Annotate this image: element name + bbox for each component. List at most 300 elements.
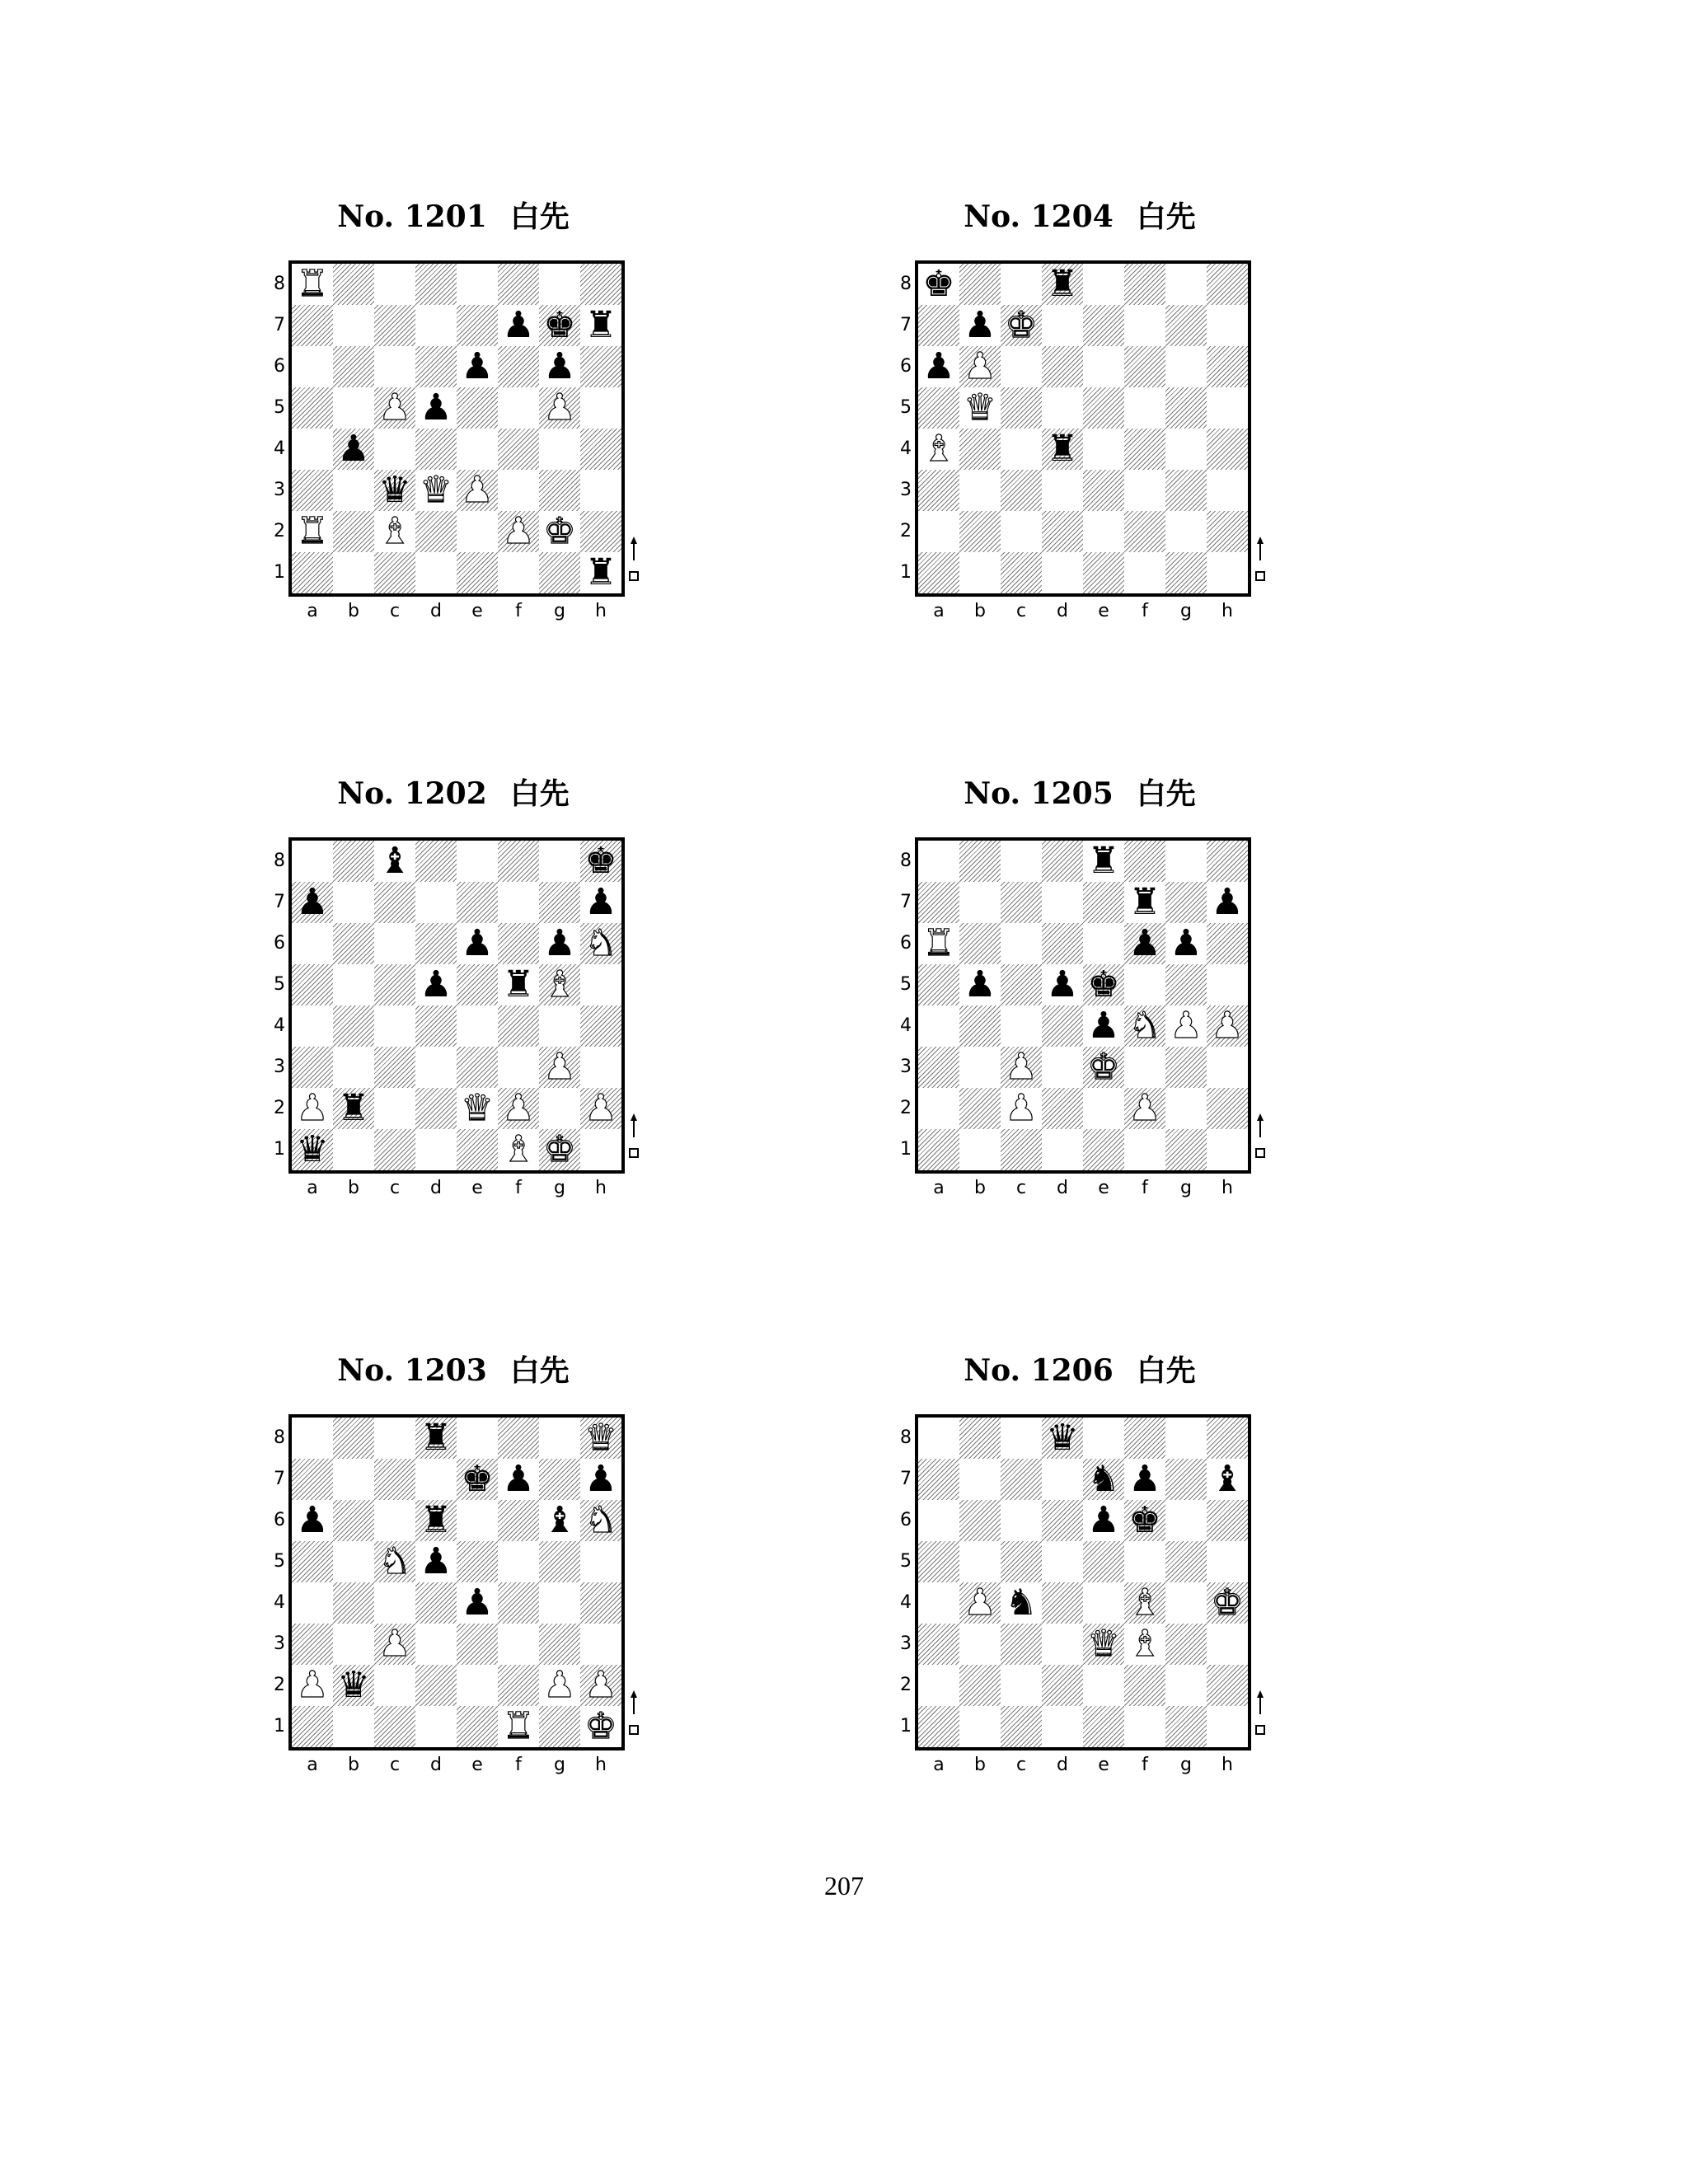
square-a8 xyxy=(292,264,333,305)
square-g8 xyxy=(539,264,580,305)
square-e8 xyxy=(1083,264,1124,305)
square-a5 xyxy=(292,387,333,429)
square-h5 xyxy=(580,964,621,1005)
rank-label: 5 xyxy=(274,974,285,995)
square-h6 xyxy=(580,923,621,964)
square-d8 xyxy=(1042,841,1083,882)
square-f4 xyxy=(1124,429,1165,470)
square-f2 xyxy=(1124,1665,1165,1706)
square-a2 xyxy=(292,511,333,552)
white-queen-icon: ♛ xyxy=(964,387,996,429)
square-a6 xyxy=(918,1500,959,1541)
square-d8 xyxy=(1042,264,1083,305)
square-d7 xyxy=(1042,882,1083,923)
black-pawn-icon: ♟ xyxy=(922,345,955,387)
rank-label: 7 xyxy=(900,315,912,335)
square-d3 xyxy=(1042,470,1083,511)
rank-label: 4 xyxy=(274,1015,285,1036)
black-knight-icon: ♞ xyxy=(1005,1582,1038,1624)
black-king-icon: ♚ xyxy=(1128,1499,1161,1541)
square-d6 xyxy=(415,1500,457,1541)
square-f7 xyxy=(498,882,539,923)
chess-board xyxy=(915,260,1251,597)
square-b1 xyxy=(333,552,374,593)
black-rook-icon: ♜ xyxy=(502,963,535,1005)
square-a4 xyxy=(292,1005,333,1047)
square-b4 xyxy=(959,429,1001,470)
square-a5 xyxy=(292,964,333,1005)
square-a6 xyxy=(292,923,333,964)
white-pawn-icon: ♟ xyxy=(1211,1005,1244,1047)
rank-label: 1 xyxy=(274,1139,285,1160)
square-d7 xyxy=(415,882,457,923)
square-a6 xyxy=(292,346,333,387)
square-h8 xyxy=(1207,1418,1248,1459)
square-g4 xyxy=(539,429,580,470)
square-g7 xyxy=(1165,305,1207,346)
square-h1 xyxy=(1207,1129,1248,1170)
rank-label: 6 xyxy=(274,1510,285,1530)
rank-label: 7 xyxy=(900,892,912,912)
rank-label: 8 xyxy=(900,274,912,294)
white-knight-icon: ♞ xyxy=(584,1499,617,1541)
square-f5 xyxy=(498,1541,539,1582)
black-pawn-icon: ♟ xyxy=(461,922,494,964)
square-a4 xyxy=(918,429,959,470)
square-a5 xyxy=(918,387,959,429)
square-d1 xyxy=(1042,1706,1083,1747)
white-king-icon: ♚ xyxy=(584,1705,617,1747)
square-d3 xyxy=(1042,1624,1083,1665)
white-pawn-icon: ♟ xyxy=(502,1087,535,1129)
square-b2 xyxy=(959,511,1001,552)
white-pawn-icon: ♟ xyxy=(378,1623,411,1665)
white-pawn-icon: ♟ xyxy=(1005,1046,1038,1088)
square-e2 xyxy=(457,1665,498,1706)
rank-label: 3 xyxy=(274,1057,285,1077)
square-d6 xyxy=(415,346,457,387)
puzzle-number: No. 1202 xyxy=(337,776,487,811)
rank-label: 5 xyxy=(900,974,912,995)
square-a8 xyxy=(292,1418,333,1459)
square-a1 xyxy=(292,1129,333,1170)
square-h3 xyxy=(1207,1624,1248,1665)
square-h5 xyxy=(1207,1541,1248,1582)
file-label: a xyxy=(307,1178,318,1198)
square-g4 xyxy=(1165,429,1207,470)
puzzle-caption: 白先 xyxy=(509,776,570,811)
square-g2 xyxy=(1165,1088,1207,1129)
black-pawn-icon: ♟ xyxy=(1128,1458,1161,1500)
square-g2 xyxy=(1165,1665,1207,1706)
square-e3 xyxy=(1083,1047,1124,1088)
square-c1 xyxy=(374,552,415,593)
square-g3 xyxy=(1165,1624,1207,1665)
white-pawn-icon: ♟ xyxy=(378,387,411,429)
square-c6 xyxy=(1001,1500,1042,1541)
white-pawn-icon: ♟ xyxy=(964,345,996,387)
rank-label: 8 xyxy=(900,1427,912,1448)
square-e6 xyxy=(457,923,498,964)
square-g5 xyxy=(539,387,580,429)
chess-board xyxy=(288,260,625,597)
file-label: g xyxy=(1180,1178,1192,1198)
rank-label: 4 xyxy=(274,1592,285,1613)
square-b5 xyxy=(959,387,1001,429)
rank-label: 1 xyxy=(900,1139,912,1160)
square-b1 xyxy=(333,1706,374,1747)
square-d5 xyxy=(1042,1541,1083,1582)
square-e1 xyxy=(457,552,498,593)
file-label: c xyxy=(1015,1178,1027,1198)
white-to-move-icon xyxy=(1254,536,1266,587)
square-d2 xyxy=(415,1665,457,1706)
square-h1 xyxy=(580,552,621,593)
square-a5 xyxy=(292,1541,333,1582)
square-b7 xyxy=(333,305,374,346)
square-g8 xyxy=(1165,264,1207,305)
white-pawn-icon: ♟ xyxy=(543,387,576,429)
square-f8 xyxy=(1124,841,1165,882)
square-f2 xyxy=(1124,511,1165,552)
square-e2 xyxy=(457,511,498,552)
white-queen-icon: ♛ xyxy=(420,469,452,511)
file-label: b xyxy=(348,601,359,621)
rank-label: 1 xyxy=(900,1716,912,1736)
square-a8 xyxy=(918,841,959,882)
square-a7 xyxy=(918,305,959,346)
square-g2 xyxy=(539,1088,580,1129)
square-b6 xyxy=(959,923,1001,964)
square-b4 xyxy=(333,1582,374,1624)
square-g2 xyxy=(539,511,580,552)
square-e5 xyxy=(1083,1541,1124,1582)
square-g4 xyxy=(1165,1582,1207,1624)
square-c6 xyxy=(374,346,415,387)
square-a1 xyxy=(918,1706,959,1747)
rank-label: 5 xyxy=(900,1551,912,1572)
square-d8 xyxy=(415,841,457,882)
square-f5 xyxy=(1124,964,1165,1005)
square-f3 xyxy=(1124,1047,1165,1088)
rank-label: 2 xyxy=(274,1675,285,1695)
white-to-move-icon xyxy=(1254,1690,1266,1741)
square-d2 xyxy=(415,511,457,552)
rank-label: 1 xyxy=(274,562,285,583)
file-label: b xyxy=(974,1755,986,1775)
puzzle-caption: 白先 xyxy=(509,1353,570,1388)
square-h6 xyxy=(1207,346,1248,387)
square-g4 xyxy=(539,1582,580,1624)
square-f1 xyxy=(1124,552,1165,593)
square-f6 xyxy=(498,346,539,387)
square-c8 xyxy=(1001,841,1042,882)
square-h2 xyxy=(1207,1088,1248,1129)
square-c3 xyxy=(1001,1047,1042,1088)
square-g1 xyxy=(539,552,580,593)
square-g1 xyxy=(1165,1129,1207,1170)
white-bishop-icon: ♝ xyxy=(1128,1623,1161,1665)
square-b1 xyxy=(959,1706,1001,1747)
rank-label: 2 xyxy=(274,521,285,541)
puzzle-caption: 白先 xyxy=(1136,199,1196,234)
square-h8 xyxy=(1207,841,1248,882)
rank-label: 2 xyxy=(900,521,912,541)
square-d2 xyxy=(415,1088,457,1129)
black-rook-icon: ♜ xyxy=(1046,263,1079,305)
square-h1 xyxy=(580,1129,621,1170)
square-f1 xyxy=(1124,1129,1165,1170)
black-king-icon: ♚ xyxy=(461,1458,494,1500)
file-label: e xyxy=(1098,1755,1109,1775)
black-rook-icon: ♜ xyxy=(337,1087,370,1129)
rank-label: 7 xyxy=(274,315,285,335)
square-e1 xyxy=(1083,1706,1124,1747)
file-label: c xyxy=(389,601,401,621)
square-b5 xyxy=(959,964,1001,1005)
square-c6 xyxy=(1001,923,1042,964)
puzzle-number: No. 1204 xyxy=(964,199,1114,234)
square-d4 xyxy=(415,1582,457,1624)
square-a2 xyxy=(292,1088,333,1129)
white-bishop-icon: ♝ xyxy=(543,963,576,1005)
square-c2 xyxy=(374,511,415,552)
square-h2 xyxy=(580,511,621,552)
square-d3 xyxy=(415,470,457,511)
square-g8 xyxy=(539,841,580,882)
square-b3 xyxy=(959,1624,1001,1665)
black-pawn-icon: ♟ xyxy=(1170,922,1203,964)
square-d5 xyxy=(1042,964,1083,1005)
puzzle-title xyxy=(849,773,1311,814)
square-a7 xyxy=(292,882,333,923)
file-label: a xyxy=(307,1755,318,1775)
square-h3 xyxy=(580,470,621,511)
square-f3 xyxy=(1124,1624,1165,1665)
square-c4 xyxy=(374,1582,415,1624)
square-c5 xyxy=(1001,387,1042,429)
square-e5 xyxy=(457,964,498,1005)
square-g6 xyxy=(1165,1500,1207,1541)
square-c8 xyxy=(374,1418,415,1459)
puzzle-number: No. 1201 xyxy=(337,199,487,234)
square-c8 xyxy=(374,264,415,305)
rank-label: 6 xyxy=(274,933,285,954)
square-h1 xyxy=(580,1706,621,1747)
file-label: d xyxy=(1057,601,1068,621)
square-f2 xyxy=(498,511,539,552)
square-f8 xyxy=(498,264,539,305)
square-g6 xyxy=(539,923,580,964)
square-g8 xyxy=(1165,841,1207,882)
square-h7 xyxy=(580,305,621,346)
square-c7 xyxy=(1001,1459,1042,1500)
square-c5 xyxy=(1001,964,1042,1005)
square-d1 xyxy=(415,1706,457,1747)
square-g1 xyxy=(1165,552,1207,593)
file-label: h xyxy=(595,1755,607,1775)
square-c1 xyxy=(374,1706,415,1747)
black-pawn-icon: ♟ xyxy=(337,428,370,470)
rank-label: 8 xyxy=(900,851,912,871)
square-e6 xyxy=(457,346,498,387)
file-label: h xyxy=(595,601,607,621)
square-h2 xyxy=(580,1665,621,1706)
square-f6 xyxy=(1124,346,1165,387)
square-c4 xyxy=(1001,1582,1042,1624)
white-to-move-icon xyxy=(628,1690,640,1741)
square-a8 xyxy=(918,264,959,305)
black-rook-icon: ♜ xyxy=(1046,428,1079,470)
rank-label: 5 xyxy=(900,397,912,418)
square-b4 xyxy=(333,429,374,470)
square-b8 xyxy=(959,1418,1001,1459)
square-c1 xyxy=(374,1129,415,1170)
square-a2 xyxy=(292,1665,333,1706)
square-e3 xyxy=(1083,470,1124,511)
file-label: a xyxy=(933,1755,945,1775)
black-rook-icon: ♜ xyxy=(1087,840,1120,882)
rank-label: 8 xyxy=(274,274,285,294)
black-rook-icon: ♜ xyxy=(1128,881,1161,923)
square-b7 xyxy=(959,1459,1001,1500)
rank-label: 4 xyxy=(900,1592,912,1613)
square-f6 xyxy=(1124,1500,1165,1541)
white-to-move-icon xyxy=(628,536,640,587)
square-g5 xyxy=(1165,964,1207,1005)
square-f5 xyxy=(498,387,539,429)
white-pawn-icon: ♟ xyxy=(296,1664,329,1706)
rank-label: 2 xyxy=(900,1098,912,1118)
square-f3 xyxy=(498,1047,539,1088)
square-a1 xyxy=(918,552,959,593)
square-c7 xyxy=(1001,882,1042,923)
black-king-icon: ♚ xyxy=(922,263,955,305)
square-h8 xyxy=(580,1418,621,1459)
white-pawn-icon: ♟ xyxy=(1170,1005,1203,1047)
square-c2 xyxy=(374,1088,415,1129)
puzzle-1205 xyxy=(849,773,1311,1235)
square-b8 xyxy=(333,841,374,882)
file-label: d xyxy=(1057,1178,1068,1198)
square-c2 xyxy=(1001,1665,1042,1706)
square-e8 xyxy=(457,264,498,305)
square-h3 xyxy=(580,1624,621,1665)
puzzle-caption: 白先 xyxy=(1136,776,1196,811)
chess-board xyxy=(915,837,1251,1174)
square-c1 xyxy=(1001,552,1042,593)
rank-label: 4 xyxy=(274,438,285,459)
puzzle-number: No. 1206 xyxy=(964,1353,1114,1388)
square-b2 xyxy=(333,1088,374,1129)
puzzle-1202 xyxy=(223,773,684,1235)
square-f4 xyxy=(498,429,539,470)
black-pawn-icon: ♟ xyxy=(1211,881,1244,923)
square-g5 xyxy=(1165,1541,1207,1582)
square-e2 xyxy=(1083,1665,1124,1706)
rank-label: 6 xyxy=(900,1510,912,1530)
square-a2 xyxy=(918,1665,959,1706)
square-e3 xyxy=(457,470,498,511)
square-g4 xyxy=(1165,1005,1207,1047)
square-f1 xyxy=(498,1129,539,1170)
square-d1 xyxy=(415,552,457,593)
square-e4 xyxy=(457,1582,498,1624)
square-c5 xyxy=(374,1541,415,1582)
square-f1 xyxy=(1124,1706,1165,1747)
black-pawn-icon: ♟ xyxy=(461,1582,494,1624)
square-a6 xyxy=(918,923,959,964)
square-h5 xyxy=(580,387,621,429)
square-f7 xyxy=(1124,1459,1165,1500)
square-e3 xyxy=(457,1624,498,1665)
square-g7 xyxy=(539,305,580,346)
square-h8 xyxy=(580,841,621,882)
square-b7 xyxy=(959,882,1001,923)
square-b8 xyxy=(333,1418,374,1459)
square-d6 xyxy=(1042,923,1083,964)
square-c3 xyxy=(374,470,415,511)
square-f7 xyxy=(498,1459,539,1500)
white-to-move-icon xyxy=(1254,1113,1266,1164)
rank-label: 6 xyxy=(900,933,912,954)
white-rook-icon: ♜ xyxy=(922,922,955,964)
file-label: e xyxy=(1098,1178,1109,1198)
file-label: d xyxy=(430,1178,442,1198)
white-pawn-icon: ♟ xyxy=(584,1087,617,1129)
square-c3 xyxy=(1001,1624,1042,1665)
file-label: c xyxy=(389,1755,401,1775)
square-a1 xyxy=(292,552,333,593)
square-e1 xyxy=(1083,1129,1124,1170)
black-bishop-icon: ♝ xyxy=(543,1499,576,1541)
black-pawn-icon: ♟ xyxy=(461,345,494,387)
square-c5 xyxy=(374,964,415,1005)
white-pawn-icon: ♟ xyxy=(461,469,494,511)
square-h4 xyxy=(1207,429,1248,470)
square-d6 xyxy=(415,923,457,964)
square-h3 xyxy=(580,1047,621,1088)
square-a2 xyxy=(918,1088,959,1129)
square-f3 xyxy=(1124,470,1165,511)
white-knight-icon: ♞ xyxy=(378,1540,411,1582)
square-g1 xyxy=(539,1706,580,1747)
black-pawn-icon: ♟ xyxy=(296,881,329,923)
square-d4 xyxy=(415,1005,457,1047)
file-label: d xyxy=(430,601,442,621)
square-b6 xyxy=(333,346,374,387)
square-c4 xyxy=(374,1005,415,1047)
square-b4 xyxy=(959,1582,1001,1624)
file-label: h xyxy=(595,1178,607,1198)
square-b1 xyxy=(333,1129,374,1170)
chess-board xyxy=(288,837,625,1174)
rank-label: 1 xyxy=(900,562,912,583)
square-b3 xyxy=(333,1047,374,1088)
square-e8 xyxy=(457,1418,498,1459)
square-b2 xyxy=(959,1088,1001,1129)
square-d5 xyxy=(1042,387,1083,429)
black-rook-icon: ♜ xyxy=(420,1499,452,1541)
black-pawn-icon: ♟ xyxy=(1128,922,1161,964)
file-label: g xyxy=(1180,601,1192,621)
black-king-icon: ♚ xyxy=(543,304,576,346)
square-d7 xyxy=(415,305,457,346)
white-queen-icon: ♛ xyxy=(461,1087,494,1129)
square-c1 xyxy=(1001,1706,1042,1747)
square-d1 xyxy=(415,1129,457,1170)
square-e7 xyxy=(457,882,498,923)
